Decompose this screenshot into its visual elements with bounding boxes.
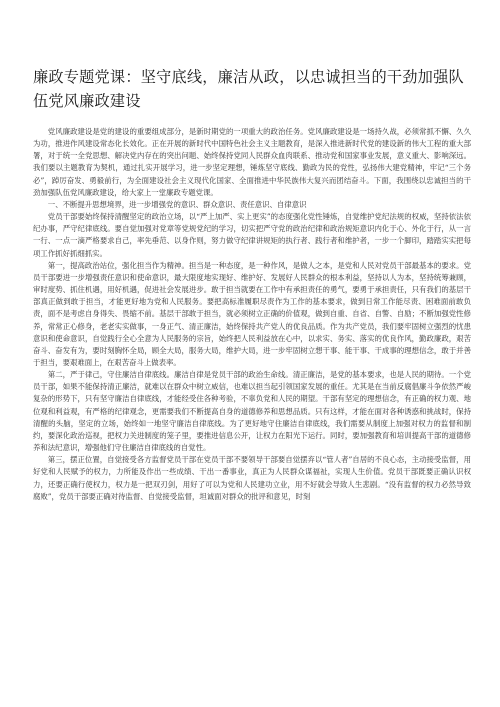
document-title: 廉政专题党课：坚守底线，廉洁从政，以忠诚担当的干劲加强队伍党风廉政建设: [33, 68, 464, 110]
paragraph-point-3: 第三，摆正位置，自觉接受各方监督党员干部在党员干部不要领导干部要自觉摆弃以“管人者”自居的不良心态，主动接受监督，用好党和人民赋予的权力，力所能及作出一些成绩、干出一番事业，真正为人民群众谋福祉，实现人生价值。党员干部既要正确认识权力，还要正确行使权力，权力是一把双刃剑，用好了可以为党和人民建功立业，用不好就会导致人生悲剧。“没有监督的权力必然导致腐败”，党员干部要正确对待监督、自觉接受监督，坦诚面对群众的批评和意见，时刻: [33, 455, 471, 501]
document-body: [33, 126, 471, 503]
paragraph-discipline: 党员干部要始终保持清醒坚定的政治立场，以“严上加严、实上更实”的态度强化党性锤炼，自觉维护党纪法规的权威，坚持依法依纪办事，严守纪律底线。要自觉加强对党章等党规党纪的学习，切实把严守党的政治纪律和政治规矩意识内化于心、外化于行，从一言一行、一点一滴严格要求自己，率先垂范、以身作则，努力做守纪律讲规矩的执行者、践行者和维护者，一步一个脚印，踏踏实实把每项工作抓好抓细抓实。: [33, 212, 471, 258]
paragraph-point-1: 第一，提高政治站位，强化担当作为精神。担当是一种态度，是一种作风，是做人之本，是党和人民对党员干部最基本的要求。党员干部要进一步增强责任意识和使命意识，最大限度地实现好、维护好、发展好人民群众的根本利益，坚持以人为本，坚持统筹兼顾，审时度势、抓住机遇，用好机遇，促进社会发展进步。敢于担当就要在工作中有承担责任的勇气，要勇于承担责任，只有我们的基层干部真正做到敢于担当，才能更好地为党和人民服务。要把高标准履职尽责作为工作的基本要求，做到日常工作能尽责、困难面前敢负责，面不是考虑自身得失、畏缩不前。基层干部敢于担当，就必须树立正确的价值观，做到自重、自省、自警、自励；不断加强党性修养，常常正心修身，老老实实做事，一身正气、清正廉洁，始终保持共产党人的优良品质。作为共产党员，我们要牢固树立强烈的忧患意识和使命意识，自觉践行全心全意为人民服务的宗旨，始终把人民利益放在心中，以求实、务实、落实的优良作风，勤政廉政，艰苦奋斗、奋发有为，要时刻胸怀全局，顾全大局，服务大局，维护大局，进一步牢固树立想干事、能干事、干成事的理想信念，敢于并善于担当，要艰难面上，在艰苦奋斗上做表率。: [33, 260, 471, 367]
paragraph-point-2: 第二，严于律己，守住廉洁自律底线。廉洁自律是党员干部的政治生命线。清正廉洁，是党的基本要求，也是人民的期待。一个党员干部，如果不能保持清正廉洁，就难以在群众中树立威信，也难以担当起引领国家发展的重任。尤其是在当前反腐倡廉斗争依然严峻复杂的形势下，只有坚守廉洁自律底线，才能经受住各种考验，不辜负党和人民的期望。干部有坚定的理想信念，有正确的权力观、地位观和利益观，有严格的纪律观念，更需要我们不断提高自身的道德修养和思想品质。只有这样，才能在面对各种诱惑和挑战时，保持清醒的头脑，坚定的立场，始终如一地坚守廉洁自律底线。为了更好地守住廉洁自律底线，我们需要从制度上加强对权力的监督和制约，要深化政治巡视，把权力关进制度的笼子里，要推进信息公开，让权力在阳光下运行。同时，要加强教育和培训提高干部的道德修养和法纪意识，增强他们守住廉洁自律底线的自觉性。: [33, 370, 471, 453]
paragraph-intro: 党风廉政建设是党的建设的重要组成部分，是新时期党的一项重大的政治任务。党风廉政建设是一场持久战，必须常抓不懈、久久为功，推进作风建设常态化长效化。正在开展的新时代中国特色社会主义主题教育，是深入推进新时代党的建设新的伟大工程的重大部署，对于统一全党思想、解决党内存在的突出问题、始终保持党同人民群众血肉联系、推动党和国家事业发展，意义重大、影响深远。我们要以主题教育为契机，通过扎实开展学习，进一步坚定理想，锤炼坚守底线、勤政为民的党性，弘扬伟大建党精神，牢记“三个务必”，踔厉奋发、勇毅前行，为全面建设社会主义现代化国家、全面推进中华民族伟大复兴而团结奋斗。下面，我围绕以忠诚担当的干劲加强队伍党风廉政建设，给大家上一堂廉政专题党课。: [33, 127, 471, 197]
section-heading-1: 一、不断提升思想境界，进一步增强党的意识、群众意识、责任意识、自律意识: [47, 199, 307, 209]
